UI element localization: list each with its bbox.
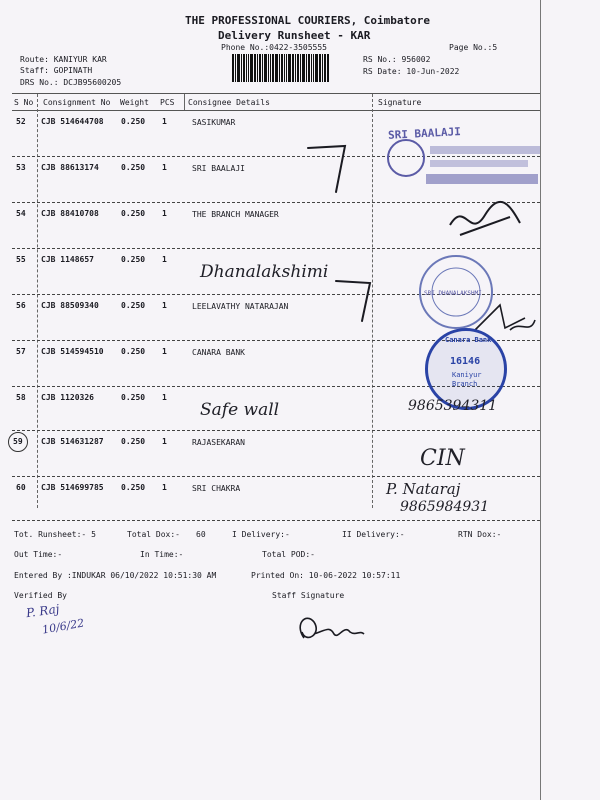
row-pcs: 1	[162, 301, 167, 310]
row-divider	[12, 430, 540, 431]
verified-by-label: Verified By	[14, 591, 67, 600]
row-weight: 0.250	[121, 301, 146, 310]
row-weight: 0.250	[121, 393, 146, 402]
page-number: Page No.:5	[449, 43, 498, 52]
row-sno: 53	[16, 163, 26, 172]
row-consignment: CJB 88613174	[41, 163, 99, 172]
checkmark-scribble-53	[300, 140, 370, 200]
row-consignee: SRI BAALAJI	[192, 164, 245, 173]
drs-number: DRS No.: DCJB95600205	[20, 78, 122, 87]
row-pcs: 1	[162, 255, 167, 264]
row-consignment: CJB 1148657	[41, 255, 94, 264]
signature-60-name: P. Nataraj	[386, 480, 461, 498]
total-pod: Total POD:-	[262, 550, 315, 559]
ii-delivery: II Delivery:-	[342, 530, 405, 539]
row-pcs: 1	[162, 437, 167, 446]
handwritten-consignee: Dhanalakshimi	[200, 262, 329, 282]
canara-stamp-branch: Branch	[452, 380, 478, 388]
row-divider	[12, 248, 540, 249]
staff-signature	[286, 604, 366, 648]
out-time: Out Time:-	[14, 550, 63, 559]
canara-stamp-place: Kaniyur	[452, 371, 482, 379]
row-consignment: CJB 88509340	[41, 301, 99, 310]
row-pcs: 1	[162, 209, 167, 218]
row-sno: 52	[16, 117, 26, 126]
shop-stamp-graphic	[380, 122, 550, 194]
row-sno: 56	[16, 301, 26, 310]
consignee-divider	[184, 94, 185, 110]
row-consignment: CJB 514699785	[41, 483, 104, 492]
row-sno: 55	[16, 255, 26, 264]
row-consignment: CJB 514631287	[41, 437, 104, 446]
runsheet-title: Delivery Runsheet - KAR	[218, 29, 371, 42]
row-divider	[12, 520, 540, 521]
checkmark-scribble-55	[330, 275, 380, 325]
verified-initials: P. Raj	[25, 601, 61, 621]
route: Route: KANIYUR KAR	[20, 55, 107, 64]
row-sno: 54	[16, 209, 26, 218]
row-consignee: SASIKUMAR	[192, 118, 236, 127]
signature-59: CIN	[420, 446, 465, 471]
right-border	[540, 0, 541, 800]
row-pcs: 1	[162, 163, 167, 172]
row-consignment: CJB 88410708	[41, 209, 99, 218]
row-sno: 57	[16, 347, 26, 356]
entered-by: Entered By :INDUKAR 06/10/2022 10:51:30 AM	[14, 571, 217, 580]
handwritten-consignee: Safe wall	[200, 400, 280, 420]
verified-date: 10/6/22	[41, 616, 86, 637]
row-consignee: CANARA BANK	[192, 348, 245, 357]
staff: Staff: GOPINATH	[20, 66, 93, 75]
signature-54	[440, 195, 530, 245]
row-weight: 0.250	[121, 209, 146, 218]
row-sno: 58	[16, 393, 26, 402]
row-pcs: 1	[162, 483, 167, 492]
total-dox-label: Total Dox:-	[127, 530, 180, 539]
row-weight: 0.250	[121, 163, 146, 172]
canara-stamp-code: 16146	[450, 356, 481, 367]
col-weight: Weight	[120, 98, 149, 107]
barcode	[232, 54, 362, 82]
row-consignment: CJB 514644708	[41, 117, 104, 126]
rtn-dox: RTN Dox:-	[458, 530, 502, 539]
row-consignee: SRI CHAKRA	[192, 484, 241, 493]
rs-number: RS No.: 956002	[363, 55, 431, 64]
row-divider	[12, 476, 540, 477]
row-consignee: RAJASEKARAN	[192, 438, 245, 447]
col-signature: Signature	[378, 98, 422, 107]
total-dox-value: 60	[196, 530, 206, 539]
row-sno: 59	[13, 437, 23, 446]
signature-58: 9865394311	[408, 398, 498, 414]
round-stamp-text: SRI DHANALAKSHMI	[424, 290, 482, 297]
printed-on: Printed On: 10-06-2022 10:57:11	[251, 571, 401, 580]
signature-60-phone: 9865984931	[400, 499, 490, 515]
col-sno: S No	[14, 98, 34, 107]
col-pcs: PCS	[160, 98, 175, 107]
row-weight: 0.250	[121, 347, 146, 356]
rs-date: RS Date: 10-Jun-2022	[363, 67, 460, 76]
header-top-rule	[12, 93, 540, 94]
canara-stamp-title: Canara Bank	[445, 336, 492, 344]
total-runsheet: Tot. Runsheet:- 5	[14, 530, 96, 539]
row-consignee: THE BRANCH MANAGER	[192, 210, 279, 219]
row-consignee: LEELAVATHY NATARAJAN	[192, 302, 289, 311]
col-consignee: Consignee Details	[188, 98, 270, 107]
row-pcs: 1	[162, 117, 167, 126]
row-consignment: CJB 514594510	[41, 347, 104, 356]
row-weight: 0.250	[121, 483, 146, 492]
row-weight: 0.250	[121, 255, 146, 264]
row-consignment: CJB 1120326	[41, 393, 94, 402]
row-weight: 0.250	[121, 117, 146, 126]
row-weight: 0.250	[121, 437, 146, 446]
company-title: THE PROFESSIONAL COURIERS, Coimbatore	[185, 14, 431, 27]
shop-stamp: SRI BAALAJI	[387, 125, 462, 142]
in-time: In Time:-	[140, 550, 184, 559]
col-consignment: Consignment No	[43, 98, 111, 107]
staff-signature-label: Staff Signature	[272, 591, 345, 600]
row-pcs: 1	[162, 393, 167, 402]
row-sno: 60	[16, 483, 26, 492]
i-delivery: I Delivery:-	[232, 530, 290, 539]
row-pcs: 1	[162, 347, 167, 356]
phone-number: Phone No.:0422-3505555	[221, 43, 327, 52]
header-bottom-rule	[12, 110, 540, 111]
